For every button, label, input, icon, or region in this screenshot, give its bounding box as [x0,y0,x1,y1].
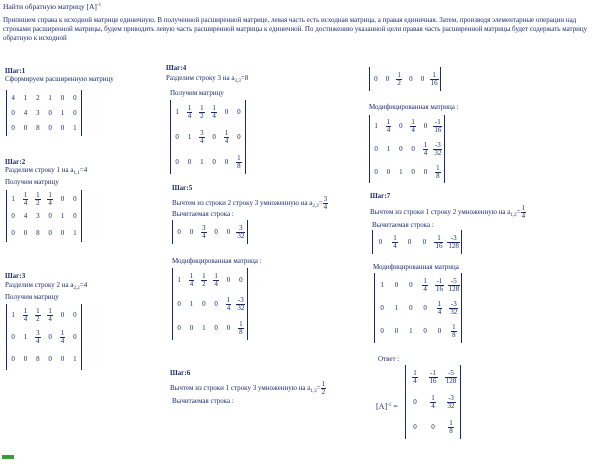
step7-subtracted-label: Вычитаемая строка : [372,221,434,229]
matrix-cell: 0 [431,422,435,431]
matrix-cell: 1 [374,122,378,131]
matrix-cell: 0 [73,194,77,203]
matrix-cell: 0 [237,108,241,117]
matrix-cell: 1 [23,93,28,102]
matrix-cell: 0 [73,333,77,341]
matrix-cell: 0 [177,300,181,308]
matrix-cell: $\frac{-3}{32}$ [237,296,245,312]
matrix-cell: 0 [386,167,391,176]
matrix-cell: 1 [386,145,391,153]
matrix-cell: 0 [423,122,428,131]
step5-title: Шаг:5 [172,184,193,192]
matrix-cell: 1 [60,109,65,117]
matrix-cell: $\frac{1}{4}$ [411,118,415,135]
matrix-cell: 0 [187,157,192,166]
matrix-cell: 1 [60,212,65,220]
matrix-cell: 0 [60,93,65,102]
matrix-cell: $\frac{1}{8}$ [237,153,241,170]
matrix-cell: 1 [187,133,192,141]
matrix-cell: $\frac{1}{4}$ [423,141,428,157]
matrix-cell: 0 [11,124,15,133]
matrix-cell: 0 [60,194,65,203]
matrix-cell: $\frac{-1}{16}$ [434,118,442,135]
matrix-cell: 0 [409,304,413,312]
matrix-cell: 0 [226,228,231,236]
matrix-cell: 4 [23,212,28,220]
matrix-cell: $\frac{1}{16}$ [430,71,438,87]
matrix-cell: 0 [422,238,427,246]
matrix-cell: 1 [409,327,413,336]
matrix-cell: 0 [214,300,218,308]
matrix-cell: 0 [177,228,181,236]
matrix-cell: 0 [413,422,417,431]
matrix-cell: $\frac{-1}{16}$ [429,369,437,386]
matrix-step7 [374,273,462,343]
matrix-cell: 0 [60,311,65,319]
step2-text: Разделим строку 1 на $a_{1,1}=4$ [5,166,88,176]
step5-modified-label: Модифицированная матрица : [172,257,262,265]
matrix-cell: 0 [420,75,425,83]
matrix-cell: $\frac{1}{4}$ [60,329,65,345]
step7-modified-label: Модифицированная матрица [373,263,459,271]
matrix-cell: 0 [407,238,412,246]
matrix-cell: $\frac{1}{2}$ [36,307,40,323]
matrix-cell: 0 [399,122,403,131]
matrix-cell: 0 [48,212,52,220]
matrix-cell: 0 [394,280,399,289]
matrix-cell: 0 [374,75,378,83]
matrix-cell: 4 [11,93,15,102]
matrix-cell: $\frac{1}{8}$ [239,320,243,336]
matrix-cell: 0 [374,167,378,176]
matrix-cell: $\frac{1}{4}$ [413,369,417,386]
matrix-step6 [369,115,445,183]
matrix-cell: 0 [239,276,243,284]
matrix-cell: $\frac{1}{4}$ [214,272,218,288]
matrix-cell: 0 [224,108,229,117]
matrix-cell: 0 [385,75,390,83]
matrix-cell: 1 [175,108,179,117]
matrix-cell: $\frac{1}{4}$ [212,104,216,121]
matrix-cell: 0 [23,229,28,238]
matrix-cell: $\frac{1}{16}$ [435,234,443,250]
matrix-cell: 0 [73,212,77,220]
matrix-cell: $\frac{1}{4}$ [48,190,52,207]
matrix-cell: 1 [11,194,15,203]
matrix-cell: 0 [11,355,15,363]
matrix-cell: 3 [36,212,40,220]
step3-title: Шаг:3 [5,272,26,280]
step4-got: Получим матрицу [170,89,224,97]
step2-got: Получим матрицу [5,178,59,186]
matrix-cell: 0 [73,311,77,319]
intro-text: Припишем справа к исходной матрице единичную. В полученной расширенной матрице, левая часть есть исходная матрица, а правая единичная. Затем, производя элементарные операции над строками расширенной матрицы, будем приводить левую часть расширенной матрицы к единичной. По достижению указанной цели правая часть расширенной матрицы будет содержать матрицу обратную к исходной [3,16,588,42]
matrix-cell: 0 [48,229,52,238]
matrix-cell: 0 [423,304,427,312]
matrix-cell: 0 [60,124,65,133]
matrix-cell: 0 [175,133,179,141]
step7-title: Шаг:7 [370,192,391,200]
matrix-cell: $\frac{1}{4}$ [189,272,194,288]
matrix-cell: 8 [36,229,40,238]
matrix-cell: 0 [11,229,15,238]
matrix-cell: $\frac{-5}{128}$ [448,276,460,293]
matrix-cell: 0 [423,327,427,336]
matrix-cell: $\frac{-3}{32}$ [447,394,455,410]
matrix-cell: $\frac{1}{4}$ [224,129,229,145]
matrix-cell: 3 [36,109,40,117]
matrix-cell: $\frac{-3}{32}$ [434,141,442,157]
matrix-step3 [6,304,82,370]
matrix-cell: 0 [413,398,417,406]
matrix-step4 [170,100,246,174]
step6-text: Вычтем из строки 1 строку 3 умноженную на $a_{1,3}=$ $\frac{1}{2}$ [170,380,326,396]
step1-title: Шаг:1 [5,67,26,75]
matrix-cell: 2 [36,93,40,102]
step5-text: Вычтем из строки 2 строку 3 умноженную на $a_{2,3}=$ $\frac{3}{4}$ [172,195,328,211]
matrix-cell: 0 [212,157,216,166]
matrix-cell: $\frac{-3}{128}$ [448,234,459,250]
matrix-cell: $\frac{1}{4}$ [437,300,442,316]
step6-title: Шаг:6 [170,369,191,377]
step6-subtracted-label: Вычитаемая строка : [172,397,234,405]
matrix-cell: $\frac{1}{4}$ [386,118,391,135]
page-title: Найти обратную матрицу $[A]^{-1}$ [3,2,102,11]
matrix-step5 [172,268,248,340]
matrix-cell: $\frac{1}{4}$ [423,276,427,293]
step5-subtracted-label: Вычитаемая строка : [172,210,234,218]
matrix-cell: 0 [11,109,15,117]
matrix-cell: 1 [73,124,77,133]
matrix-cell: 8 [36,124,40,133]
matrix-cell: 0 [23,124,28,133]
matrix-step1 [6,90,82,136]
matrix-cell: 0 [177,324,181,332]
matrix-cell: 1 [399,167,403,176]
matrix-cell: 0 [411,167,415,176]
answer-label: Ответ : [378,355,400,363]
matrix-cell: 0 [48,109,52,117]
matrix-cell: 0 [202,300,206,308]
matrix-cell: 0 [237,133,241,141]
matrix-cell: 0 [73,93,77,102]
matrix-cell: 1 [394,304,399,312]
row-step6 [369,67,441,91]
matrix-cell: 1 [11,311,15,319]
matrix-cell: 4 [23,109,28,117]
matrix-cell: $\frac{3}{4}$ [202,224,206,240]
matrix-cell: $\frac{-3}{32}$ [450,300,458,316]
matrix-cell: 0 [189,324,194,332]
matrix-cell: $\frac{1}{4}$ [431,394,435,410]
matrix-cell: 0 [378,238,383,246]
matrix-cell: $\frac{1}{2}$ [200,104,204,121]
matrix-cell: 1 [73,229,77,238]
matrix-cell: 0 [60,355,65,363]
matrix-cell: $\frac{3}{32}$ [237,224,245,240]
matrix-cell: $\frac{1}{8}$ [436,163,440,180]
matrix-cell: $\frac{1}{4}$ [23,307,28,323]
matrix-cell: 0 [212,133,216,141]
matrix-cell: 0 [394,327,399,336]
matrix-cell: 1 [200,157,204,166]
step3-text: Разделим строку 2 на $a_{2,2}=4$ [5,281,88,291]
matrix-cell: 1 [177,276,181,284]
matrix-step2 [6,190,82,242]
status-indicator [2,455,14,459]
matrix-cell: 0 [48,333,52,341]
matrix-cell: 0 [11,212,15,220]
matrix-cell: 0 [380,327,384,336]
matrix-cell: 0 [214,324,218,332]
answer-lhs: $[A]^{-1}$ = [376,402,398,411]
matrix-cell: 0 [23,355,28,363]
step6-modified-label: Модифицированная матрица : [369,103,459,111]
matrix-cell: 0 [411,145,415,153]
matrix-cell: 0 [423,167,428,176]
matrix-cell: 0 [48,124,52,133]
matrix-cell: $\frac{1}{4}$ [23,190,28,207]
matrix-cell: 0 [11,333,15,341]
step2-title: Шаг:2 [5,158,26,166]
matrix-cell: 8 [36,355,40,363]
matrix-cell: 1 [380,280,384,289]
row-step5 [172,220,248,244]
matrix-cell: $\frac{1}{4}$ [393,234,397,250]
matrix-cell: 0 [437,327,442,336]
matrix-cell: 0 [224,157,229,166]
matrix-cell: $\frac{-1}{16}$ [435,276,443,293]
step4-text: Разделим строку 3 на $a_{3,3}=8$ [166,74,249,84]
matrix-cell: 0 [226,276,231,284]
matrix-cell: 1 [202,324,206,332]
matrix-cell: 1 [189,300,194,308]
step7-text: Вычтем из строки 1 строку 2 умноженную на $a_{1,2}=$ $\frac{1}{4}$ [370,204,526,220]
matrix-cell: 0 [73,109,77,117]
row-step7 [372,230,462,254]
step4-title: Шаг:4 [166,64,187,72]
matrix-cell: 0 [409,280,413,289]
matrix-cell: 1 [48,93,52,102]
matrix-cell: 0 [226,324,231,332]
matrix-cell: 1 [73,355,77,363]
matrix-cell: $\frac{1}{4}$ [226,296,231,312]
matrix-cell: $\frac{1}{8}$ [449,418,453,435]
matrix-cell: $\frac{-5}{128}$ [445,369,457,386]
matrix-cell: $\frac{1}{4}$ [187,104,192,121]
matrix-cell: 0 [60,229,65,238]
matrix-cell: 1 [23,333,28,341]
matrix-cell: $\frac{1}{4}$ [48,307,52,323]
matrix-cell: 0 [409,75,413,83]
matrix-cell: $\frac{1}{2}$ [36,190,40,207]
step1-text: Сформируем расширенную матрицу [5,75,114,83]
matrix-cell: $\frac{3}{4}$ [36,329,40,345]
step3-got: Получим матрицу [5,293,59,301]
matrix-cell: 0 [399,145,403,153]
matrix-cell: 0 [380,304,384,312]
matrix-cell: 0 [175,157,179,166]
matrix-cell: $\frac{1}{2}$ [202,272,206,288]
matrix-cell: 0 [374,145,378,153]
matrix-answer [405,365,461,439]
matrix-cell: 0 [214,228,218,236]
matrix-cell: 0 [48,355,52,363]
matrix-cell: $\frac{1}{2}$ [397,71,401,87]
matrix-cell: $\frac{3}{4}$ [200,129,204,145]
matrix-cell: 0 [189,228,194,236]
matrix-cell: $\frac{1}{8}$ [452,323,456,340]
